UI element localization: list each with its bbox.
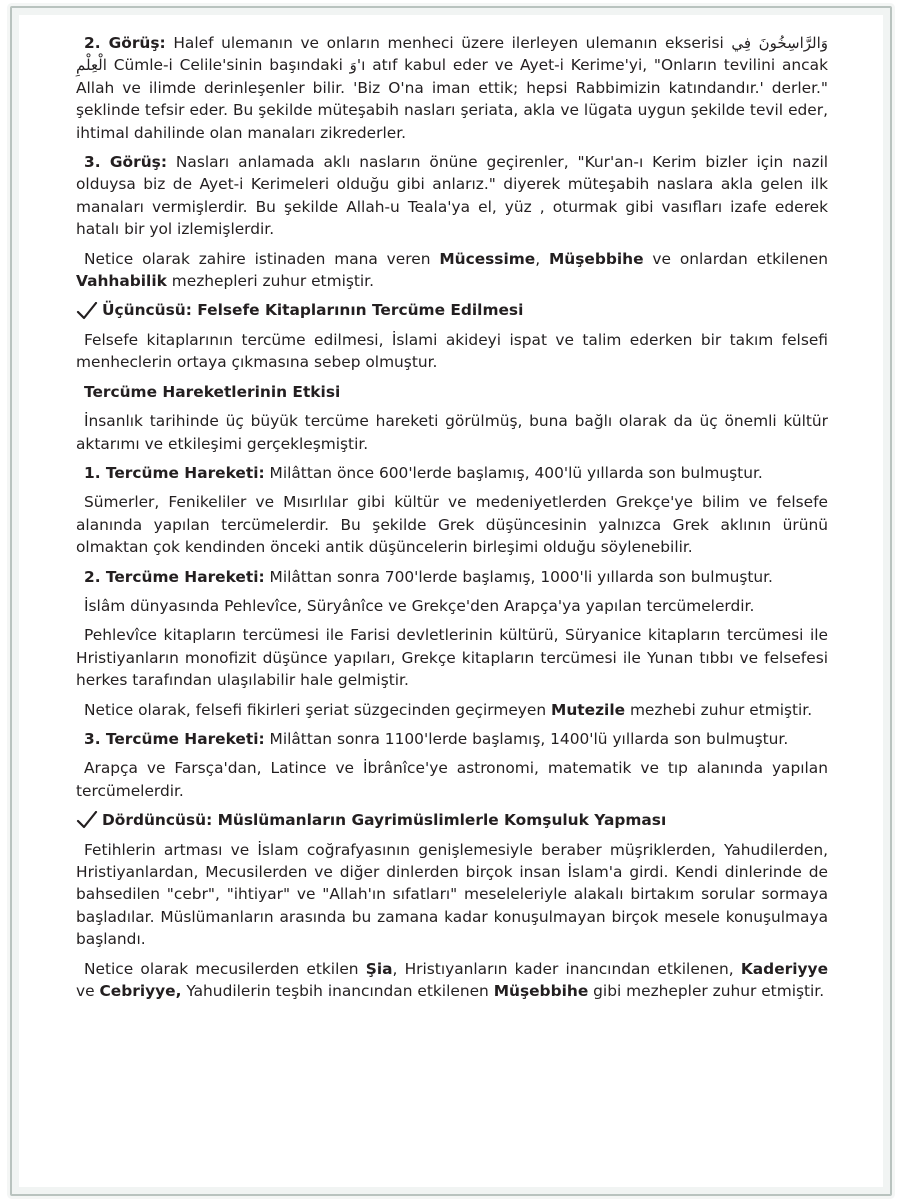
paragraph-tercume-1: 1. Tercüme Hareketi: Milâttan önce 600'lerde başlamış, 400'lü yıllarda son bulmuştur. xyxy=(84,463,763,482)
paragraph-netice-mutezile: Netice olarak, felsefi fikirleri şeriat süzgecinden geçirmeyen Mutezile mezhebi zuhur etmiştir. xyxy=(84,700,813,719)
paragraph-gorus-2: 2. Görüş: Halef ulemanın ve onların menheci üzere ilerleyen ulemanın ekserisi وَالرَّاسِخُونَ فِي الْعِلْمِ Cümle-i Celile'sinin başındaki وَ'ı atıf kabul eder ve Ayet-i Kerime'yi, "Onların tevilini ancak Allah ve ilimde derinleşenler bilir. 'Biz O'na iman ettik; hepsi Rabbimizin katındandır.' derler." şeklinde tefsir eder. Bu şekilde müteşabih nasları şeriata, akla ve lügata uygun şekilde tevil eder, ihtimal dahilinde olan manaları zikrederler. xyxy=(76,34,829,142)
section-heading-dorduncusu: Dördüncüsü: Müslümanların Gayrimüslimlerle Komşuluk Yapması xyxy=(76,809,828,831)
paragraph-sumerler: Sümerler, Fenikeliler ve Mısırlılar gibi kültür ve medeniyetlerden Grekçe'ye bilim ve felsefe alanında yapılan tercümelerdir. Bu şekilde Grek düşüncesinin yalnızca Grek aklının ürünü olmaktan çok kendinden önceki antik düşüncelerin birleşimi olduğu söylenebilir. xyxy=(76,493,828,557)
paragraph-fetihler: Fetihlerin artması ve İslam coğrafyasının genişlemesiyle beraber müşriklerden, Yahudilerden, Hristiyanlardan, Mecusilerden ve diğer dinlerden birçok insan İslam'a girdi. Kendi dinlerinde de bahsedilen "cebr", "ihtiyar" ve "Allah'ın sıfatları" meseleleriyle alakalı birtakım sorular sormaya başladılar. Müslümanların arasında bu zamana kadar konuşulmayan birçok mesele konuşulmaya başlandı. xyxy=(76,840,828,949)
section-heading-ucuncusu: Üçüncüsü: Felsefe Kitaplarının Tercüme Edilmesi xyxy=(76,299,828,321)
paragraph-pehlevice: Pehlevîce kitapların tercümesi ile Farisi devletlerinin kültürü, Süryanice kitapların tercümesi ile Hristiyanların monofizit düşünce yapıları, Grekçe kitapların tercümesi ile Yunan tıbbı ve felsefesi herkes tarafından ulaşılabilir hale gelmiştir. xyxy=(76,626,828,690)
paragraph-insanlik: İnsanlık tarihinde üç büyük tercüme hareketi görülmüş, buna bağlı olarak da üç önemli kültür aktarımı ve etkileşimi gerçekleşmiştir. xyxy=(76,412,828,453)
arabic-waw: وَ xyxy=(349,56,357,75)
check-icon xyxy=(76,811,98,829)
paragraph-islam-dunyasi: İslâm dünyasında Pehlevîce, Süryânîce ve Grekçe'den Arapça'ya yapılan tercümelerdir. xyxy=(84,596,755,615)
gorus-2-label: 2. Görüş: xyxy=(84,34,166,52)
paragraph-netice-1: Netice olarak zahire istinaden mana veren Mücessime, Müşebbihe ve onlardan etkilenen Vahhabilik mezhepleri zuhur etmiştir. xyxy=(76,249,828,291)
arabic-verse: وَالرَّاسِخُونَ فِي الْعِلْمِ xyxy=(76,34,829,75)
check-icon xyxy=(76,302,98,320)
gorus-3-label: 3. Görüş: xyxy=(84,153,167,172)
paragraph-arapca: Arapça ve Farsça'dan, Latince ve İbrânîce'ye astronomi, matematik ve tıp alanında yapılan tercümelerdir. xyxy=(76,759,828,800)
paragraph-gorus-3: 3. Görüş: Nasları anlamada aklı nasların önüne geçirenler, "Kur'an-ı Kerim bizler için nazil olduysa biz de Ayet-i Kerimeleri olduğu gibi anlarız." diyerek müteşabih naslara akla gelen ilk manaları vermişlerdir. Bu şekilde Allah-u Teala'ya el, yüz , oturmak gibi vasıfları izafe ederek hatalı bir yol izlemişlerdir. xyxy=(76,153,829,239)
paragraph-tercume-2: 2. Tercüme Hareketi: Milâttan sonra 700'lerde başlamış, 1000'li yıllarda son bulmuştur. xyxy=(84,567,773,586)
paragraph-felsefe: Felsefe kitaplarının tercüme edilmesi, İslami akideyi ispat ve talim ederken bir takım felsefi menheclerin ortaya çıkmasına sebep olmuştur. xyxy=(76,330,828,372)
paragraph-tercume-3: 3. Tercüme Hareketi: Milâttan sonra 1100'lerde başlamış, 1400'lü yıllarda son bulmuştur. xyxy=(84,729,789,748)
paragraph-netice-final: Netice olarak mecusilerden etkilen Şia, Hristıyanların kader inancından etkilenen, Kaderiyye ve Cebriyye, Yahudilerin teşbih inancından etkilenen Müşebbihe gibi mezhepler zuhur etmiştir. xyxy=(76,959,829,1001)
document-body xyxy=(76,32,828,1009)
subheading-tercume: Tercüme Hareketlerinin Etkisi xyxy=(84,382,341,401)
